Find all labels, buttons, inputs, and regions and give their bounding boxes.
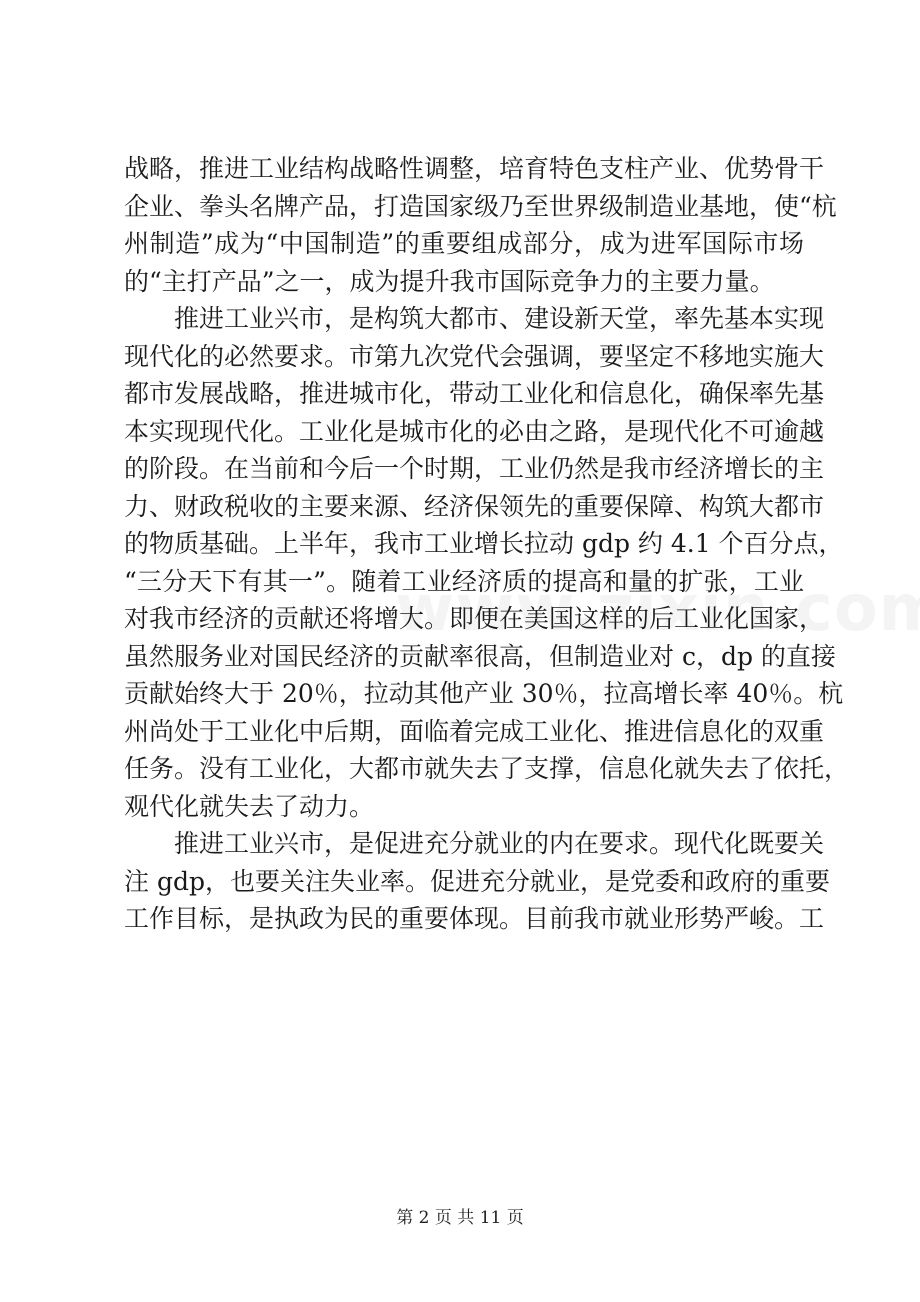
text-line: 州制造”成为“中国制造”的重要组成部分，成为进军国际市场: [124, 229, 804, 258]
text-line: 的物质基础。上半年，我市工业增长拉动 gdp 约 4.1 个百分点，: [124, 529, 844, 558]
text-line: 力、财政税收的主要来源、经济保领先的重要保障、构筑大都市: [124, 491, 825, 521]
text-line: 工作目标，是执政为民的重要体现。目前我市就业形势严峻。工: [124, 904, 825, 933]
text-line: 对我市经济的贡献还将增大。即便在美国这样的后工业化国家，: [124, 604, 825, 633]
paragraph-start-line: 推进工业兴市，是构筑大都市、建设新天堂，率先基本实现: [174, 304, 825, 333]
text-line: 的“主打产品”之一，成为提升我市国际竞争力的主要力量。: [124, 266, 775, 296]
paragraph-start-line: 推进工业兴市，是促进充分就业的内在要求。现代化既要关: [174, 829, 825, 858]
text-line: 虽然服务业对国民经济的贡献率很高，但制造业对 c，dp 的直接: [124, 641, 836, 671]
text-line: 现代化的必然要求。市第九次党代会强调，要坚定不移地实施大: [124, 341, 825, 371]
text-line: 都市发展战略，推进城市化，带动工业化和信息化，确保率先基: [124, 379, 825, 408]
text-line: 州尚处于工业化中后期，面临着完成工业化、推进信息化的双重: [124, 716, 825, 746]
text-line: 贡献始终大于 20％，拉动其他产业 30％，拉高增长率 40％。杭: [124, 679, 844, 708]
text-line: 观代化就失去了动力。: [124, 791, 375, 821]
text-line: 注 gdp，也要关注失业率。促进充分就业，是党委和政府的重要: [124, 866, 830, 896]
text-line: 战略，推进工业结构战略性调整，培育特色支柱产业、优势骨干: [124, 154, 825, 183]
text-line: “三分天下有其一”。随着工业经济质的提高和量的扩张，工业: [124, 566, 804, 596]
text-line: 企业、拳头名牌产品，打造国家级乃至世界级制造业基地，使“杭: [124, 191, 837, 221]
text-line: 本实现现代化。工业化是城市化的必由之路，是现代化不可逾越: [124, 416, 825, 446]
page-number-footer: 第 2 页 共 11 页: [396, 1208, 524, 1228]
text-line: 任务。没有工业化，大都市就失去了支撑，信息化就失去了依托，: [124, 754, 850, 783]
document-body: [124, 150, 850, 938]
text-line: 的阶段。在当前和今后一个时期，工业仍然是我市经济增长的主: [124, 454, 825, 483]
